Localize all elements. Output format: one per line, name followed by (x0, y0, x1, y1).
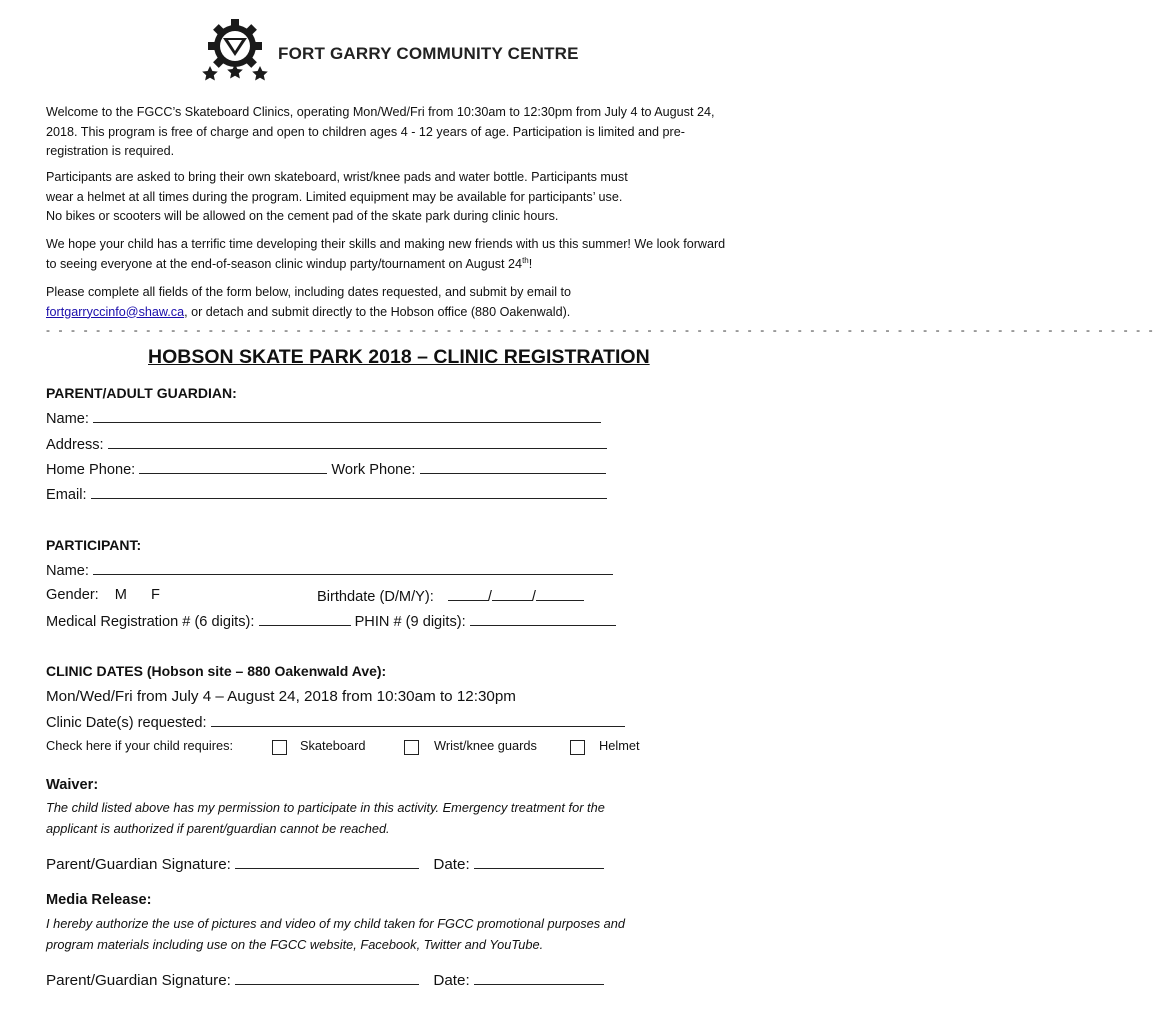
org-name: FORT GARRY COMMUNITY CENTRE (278, 44, 579, 63)
intro-text-3a: We hope your child has a terrific time developing their skills and making new friends with us this summer! We look forward to seeing everyone at the end-of-season clinic windup party/tournament on August 24 (46, 237, 726, 271)
guardian-address-field[interactable] (108, 435, 607, 449)
birthdate-label: Birthdate (D/M/Y): (317, 589, 434, 605)
participant-heading: PARTICIPANT: (46, 537, 142, 553)
media-signature-label: Parent/Guardian Signature: (46, 972, 231, 989)
guardian-name-field[interactable] (93, 409, 601, 423)
email-link[interactable]: fortgarryccinfo@shaw.ca (46, 304, 185, 319)
intro-text-2b: wear a helmet at all times during the program. Limited equipment may be available for participants’ use. (46, 189, 623, 204)
helmet-checkbox[interactable] (570, 740, 585, 755)
waiver-signature-row (46, 855, 604, 873)
clinic-heading: CLINIC DATES (Hobson site – 880 Oakenwald Ave): (46, 663, 387, 679)
clinic-dates-row (46, 713, 625, 731)
home-phone-label: Home Phone: (46, 462, 136, 478)
intro-paragraph-2 (46, 168, 736, 227)
gender-m-option[interactable]: M (114, 587, 127, 603)
birthdate-month-field[interactable] (492, 587, 532, 601)
form-title: HOBSON SKATE PARK 2018 – CLINIC REGISTRATION (148, 346, 650, 368)
intro-text-4b: , or detach and submit directly to the Hobson office (880 Oakenwald). (184, 304, 571, 319)
waiver-heading: Waiver: (46, 777, 99, 793)
guardian-heading: PARENT/ADULT GUARDIAN: (46, 385, 237, 401)
waiver-signature-field[interactable] (235, 855, 419, 869)
gender-f-option[interactable]: F (151, 587, 160, 603)
intro-text-4a: Please complete all fields of the form below, including dates requested, and submit by email to (46, 285, 572, 299)
gender-label: Gender: (46, 587, 99, 603)
intro-paragraph-3 (46, 235, 736, 274)
guardian-name-row (46, 409, 601, 427)
waiver-text (46, 798, 736, 839)
birthdate-day-field[interactable] (448, 587, 488, 601)
guardian-email-row (46, 485, 607, 503)
work-phone-field[interactable] (420, 460, 606, 474)
guardian-email-field[interactable] (91, 485, 607, 499)
intro-paragraph-1 (46, 103, 736, 162)
gender-label-row (46, 587, 160, 603)
medical-row (46, 612, 616, 630)
phin-number-field[interactable] (470, 612, 616, 626)
waiver-date-field[interactable] (474, 855, 604, 869)
birthdate-row: Birthdate (D/M/Y): / / (317, 587, 584, 605)
participant-name-row (46, 561, 613, 579)
detach-divider: - - - - - - - - - - - - - - - - - - - - - - - - - - - - - - - - - - - - - - - - - - - - - - - - - - - - - - - - - - - - - - - - - - - - - - - - - - - - - - - - - - - - - - - - - (46, 323, 1155, 337)
work-phone-label: Work Phone: (331, 462, 416, 478)
participant-name-label: Name: (46, 563, 89, 579)
media-release-text-2: program materials including use on the FGCC website, Facebook, Twitter and YouTube. (46, 936, 544, 952)
intro-text-2c: No bikes or scooters will be allowed on the cement pad of the skate park during clinic hours. (46, 209, 559, 223)
media-release-text (46, 914, 736, 955)
participant-name-field[interactable] (93, 561, 613, 575)
intro-paragraph-4 (46, 283, 736, 322)
helmet-option-label: Helmet (599, 738, 640, 753)
waiver-text-1: The child listed above has my permission to participate in this activity. Emergency treatment for the (46, 800, 605, 815)
guardian-address-row (46, 435, 607, 453)
guardian-address-label: Address: (46, 437, 104, 453)
skateboard-checkbox[interactable] (272, 740, 287, 755)
intro-text-1: Welcome to the FGCC’s Skateboard Clinics, operating Mon/Wed/Fri from 10:30am to 12:30pm from July 4 to August 24, 2018. This program is free of charge and open to children ages 4 - 12 years of age. Participation is limited and pre-registration is required. (46, 105, 715, 158)
equipment-check-label: Check here if your child requires: (46, 738, 234, 753)
media-date-label: Date: (433, 972, 470, 989)
intro-text-3-sup: th (522, 255, 529, 265)
clinic-dates-label: Clinic Date(s) requested: (46, 715, 207, 731)
medical-number-field[interactable] (259, 612, 351, 626)
guardian-phone-row (46, 460, 606, 478)
guardian-name-label: Name: (46, 411, 89, 427)
guardian-email-label: Email: (46, 487, 87, 503)
medical-label: Medical Registration # (6 digits): (46, 614, 255, 630)
phin-label: PHIN # (9 digits): (354, 614, 466, 630)
media-release-text-1: I hereby authorize the use of pictures and video of my child taken for FGCC promotional purposes and (46, 916, 626, 931)
media-date-field[interactable] (474, 971, 604, 985)
home-phone-field[interactable] (139, 460, 327, 474)
clinic-schedule: Mon/Wed/Fri from July 4 – August 24, 2018 from 10:30am to 12:30pm (46, 688, 516, 705)
clinic-dates-field[interactable] (211, 713, 625, 727)
wrist-knee-guards-checkbox[interactable] (404, 740, 419, 755)
skateboard-option-label: Skateboard (300, 738, 366, 753)
media-release-heading: Media Release: (46, 892, 152, 908)
wrist-knee-guards-option-label: Wrist/knee guards (434, 738, 537, 753)
waiver-signature-label: Parent/Guardian Signature: (46, 856, 231, 873)
waiver-date-label: Date: (433, 856, 470, 873)
fgcc-gear-star-logo-icon (198, 18, 272, 82)
media-signature-field[interactable] (235, 971, 419, 985)
intro-text-3b: ! (528, 256, 533, 271)
intro-text-2a: Participants are asked to bring their own skateboard, wrist/knee pads and water bottle. Participants must (46, 170, 628, 184)
media-signature-row (46, 971, 604, 989)
waiver-text-2: applicant is authorized if parent/guardian cannot be reached. (46, 820, 390, 836)
birthdate-year-field[interactable] (536, 587, 584, 601)
